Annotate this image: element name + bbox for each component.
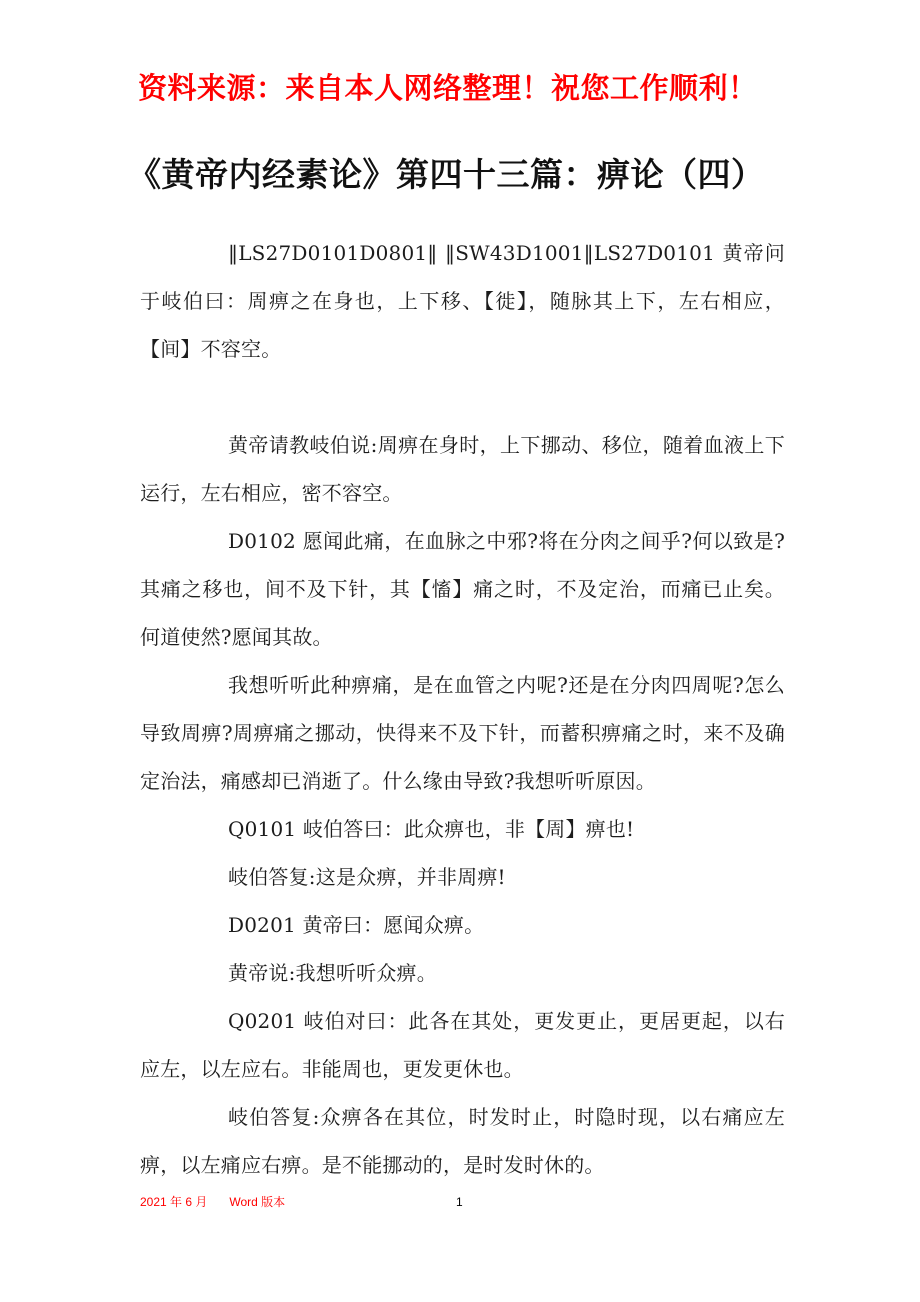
paragraph-original-1: ‖LS27D0101D0801‖ ‖SW43D1001‖LS27D0101 黄帝问于岐伯曰：周痹之在身也，上下移、【徙】，随脉其上下，左右相应，【间】不容空。	[140, 241, 785, 361]
blank-line	[140, 373, 785, 421]
document-title: 《黄帝内经素论》第四十三篇：痹论（四）	[128, 155, 765, 194]
paragraph-original-5: Q0201 岐伯对曰：此各在其处，更发更止，更居更起，以右应左，以左应右。非能周也，更发更休也。	[140, 1009, 785, 1081]
paragraph-translation-2: 我想听听此种痹痛，是在血管之内呢?还是在分肉四周呢?怎么导致周痹?周痹痛之挪动，快得来不及下针，而蓄积痹痛之时，来不及确定治法，痛感却已消逝了。什么缘由导致?我想听听原因。	[140, 673, 785, 793]
paragraph-original-3: Q0101 岐伯答曰：此众痹也，非【周】痹也!	[228, 817, 635, 841]
paragraph-original-4: D0201 黄帝曰：愿闻众痹。	[228, 913, 485, 937]
document-body	[140, 229, 785, 1189]
paragraph-translation-5: 岐伯答复:众痹各在其位，时发时止，时隐时现，以右痛应左痹，以左痛应右痹。是不能挪动的，是时发时休的。	[140, 1105, 785, 1177]
paragraph-translation-3: 岐伯答复:这是众痹，并非周痹!	[228, 865, 506, 889]
paragraph-translation-4: 黄帝说:我想听听众痹。	[228, 961, 437, 985]
paragraph-translation-1: 黄帝请教岐伯说:周痹在身时，上下挪动、移位，随着血液上下运行，左右相应，密不容空。	[140, 433, 785, 505]
footer-meta	[140, 1192, 285, 1212]
footer-version: Word 版本	[229, 1195, 286, 1209]
footer-date: 2021 年 6 月	[140, 1195, 208, 1209]
page-footer	[140, 1192, 780, 1212]
page-number: 1	[456, 1195, 463, 1209]
source-banner: 资料来源：来自本人网络整理！祝您工作顺利！	[138, 71, 758, 105]
paragraph-original-2: D0102 愿闻此痛，在血脉之中邪?将在分肉之间乎?何以致是?其痛之移也，间不及下针，其【慉】痛之时，不及定治，而痛已止矣。何道使然?愿闻其故。	[140, 529, 785, 649]
